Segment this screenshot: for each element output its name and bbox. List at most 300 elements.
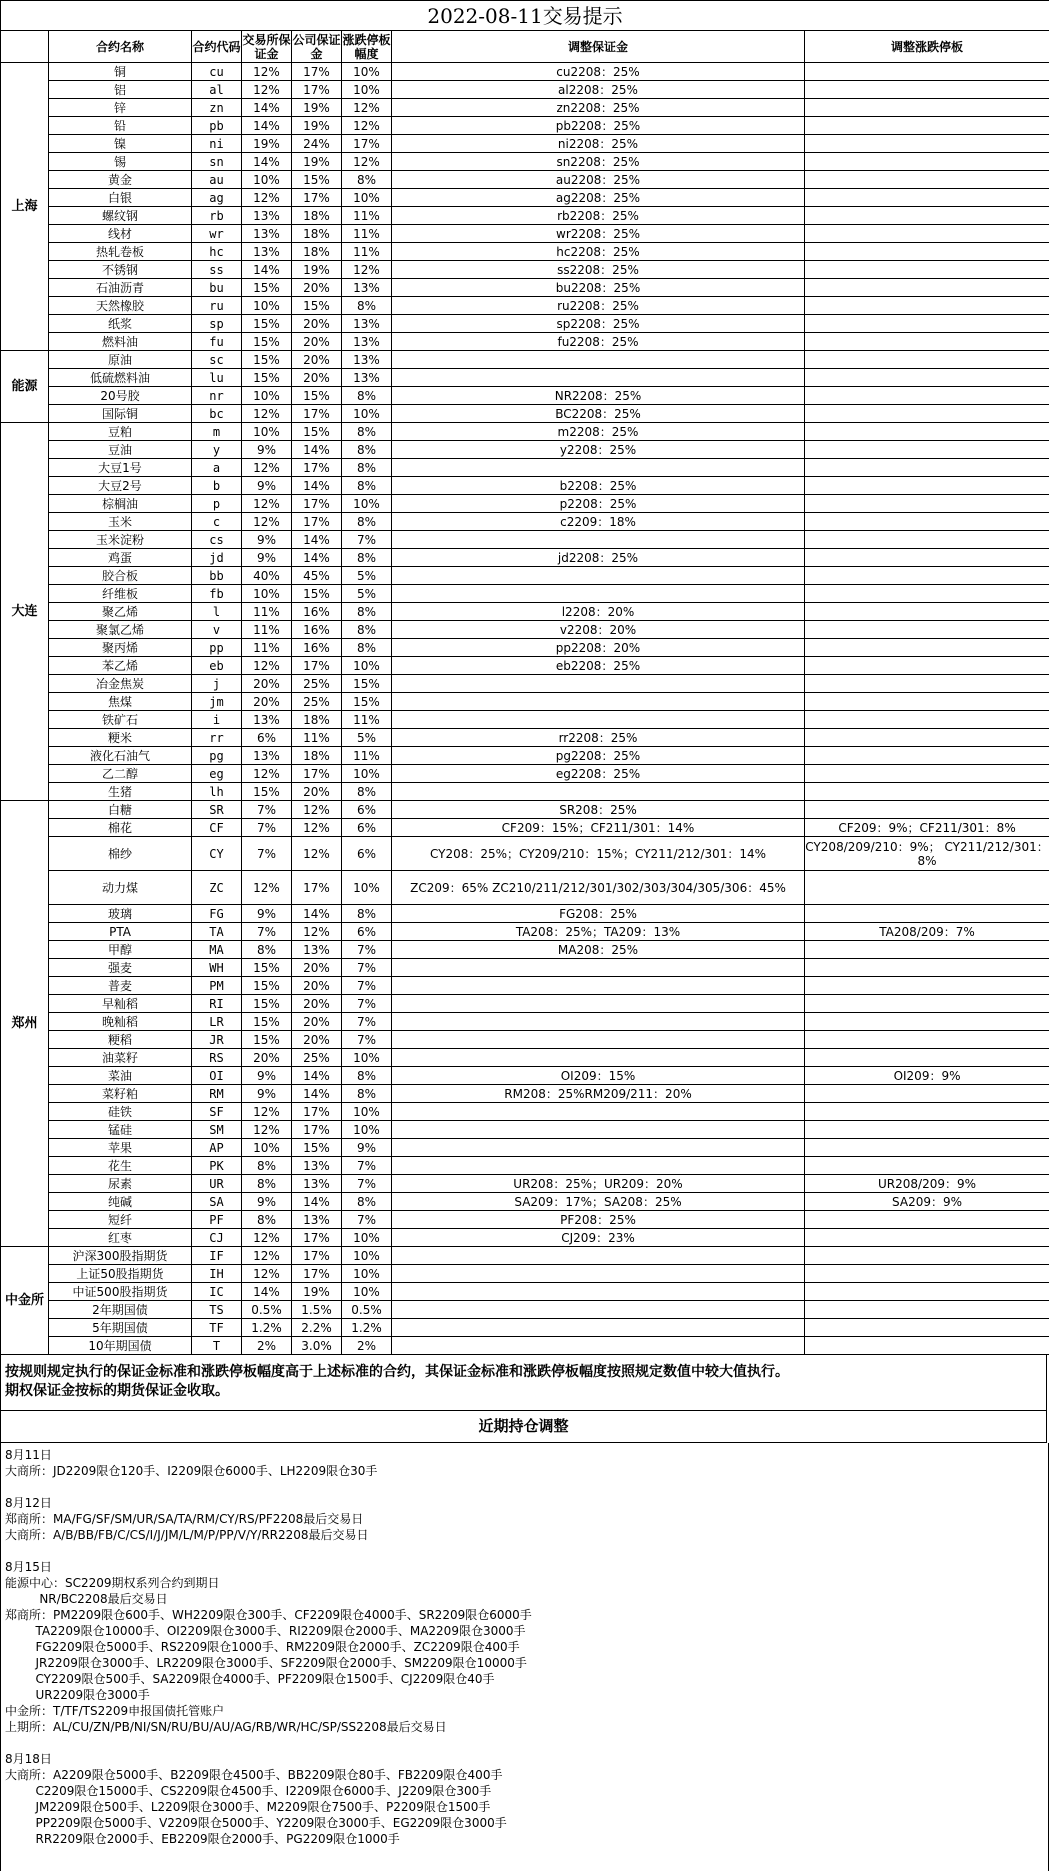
contract-name: 国际铜 — [49, 405, 192, 423]
adjusted-margin: FG208：25% — [392, 905, 805, 923]
company-margin: 14% — [292, 531, 342, 549]
table-row — [1, 171, 1049, 189]
table-row — [1, 995, 1049, 1013]
position-line: 上期所：AL/CU/ZN/PB/NI/SN/RU/BU/AU/AG/RB/WR/HC/SP/SS2208最后交易日 — [5, 1719, 1044, 1735]
adjusted-limit — [805, 441, 1049, 459]
table-row — [1, 639, 1049, 657]
adjusted-margin: eb2208：25% — [392, 657, 805, 675]
contract-code: ag — [192, 189, 242, 207]
table-row — [1, 387, 1049, 405]
contract-code: sp — [192, 315, 242, 333]
contract-name: 不锈钢 — [49, 261, 192, 279]
limit-range: 8% — [342, 423, 392, 441]
header-limit: 涨跌停板幅度 — [342, 31, 392, 63]
adjusted-margin — [392, 1139, 805, 1157]
limit-range: 8% — [342, 387, 392, 405]
contract-name: PTA — [49, 923, 192, 941]
company-margin: 19% — [292, 117, 342, 135]
contract-name: 纸浆 — [49, 315, 192, 333]
header-contract-code: 合约代码 — [192, 31, 242, 63]
limit-range: 12% — [342, 153, 392, 171]
contract-name: 强麦 — [49, 959, 192, 977]
contract-name: 铅 — [49, 117, 192, 135]
position-line: 中金所：T/TF/TS2209申报国债托管账户 — [5, 1703, 1044, 1719]
position-line: 郑商所：MA/FG/SF/SM/UR/SA/TA/RM/CY/RS/PF2208最后交易日 — [5, 1511, 1044, 1527]
position-line: CY2209限仓500手、SA2209限仓4000手、PF2209限仓1500手、CJ2209限仓40手 — [5, 1671, 1044, 1687]
contract-code: pp — [192, 639, 242, 657]
limit-range: 8% — [342, 1085, 392, 1103]
adjusted-limit — [805, 477, 1049, 495]
table-row — [1, 1085, 1049, 1103]
company-margin: 18% — [292, 207, 342, 225]
adjusted-limit — [805, 747, 1049, 765]
adjusted-limit — [805, 63, 1049, 81]
adjusted-limit — [805, 279, 1049, 297]
contract-name: 线材 — [49, 225, 192, 243]
limit-range: 10% — [342, 63, 392, 81]
contract-code: ni — [192, 135, 242, 153]
company-margin: 18% — [292, 243, 342, 261]
contract-name: 乙二醇 — [49, 765, 192, 783]
table-row — [1, 693, 1049, 711]
table-row — [1, 1157, 1049, 1175]
exchange-margin: 2% — [242, 1337, 292, 1355]
contract-name: 尿素 — [49, 1175, 192, 1193]
contract-name: 上证50股指期货 — [49, 1265, 192, 1283]
adjusted-margin — [392, 1319, 805, 1337]
contract-code: jd — [192, 549, 242, 567]
contract-code: sc — [192, 351, 242, 369]
contract-code: IC — [192, 1283, 242, 1301]
exchange-margin: 14% — [242, 153, 292, 171]
adjusted-limit — [805, 977, 1049, 995]
adjusted-margin: eg2208：25% — [392, 765, 805, 783]
adjusted-limit — [805, 261, 1049, 279]
table-row — [1, 477, 1049, 495]
table-row — [1, 621, 1049, 639]
table-row — [1, 99, 1049, 117]
exchange-margin: 7% — [242, 801, 292, 819]
contract-code: rr — [192, 729, 242, 747]
contract-code: FG — [192, 905, 242, 923]
company-margin: 16% — [292, 639, 342, 657]
company-margin: 2.2% — [292, 1319, 342, 1337]
header-adjusted-limit: 调整涨跌停板 — [805, 31, 1049, 63]
adjusted-margin: l2208：20% — [392, 603, 805, 621]
adjusted-margin: BC2208：25% — [392, 405, 805, 423]
table-row — [1, 675, 1049, 693]
contract-name: 5年期国债 — [49, 1319, 192, 1337]
limit-range: 9% — [342, 1139, 392, 1157]
company-margin: 15% — [292, 171, 342, 189]
contract-code: LR — [192, 1013, 242, 1031]
limit-range: 10% — [342, 871, 392, 905]
contract-code: bu — [192, 279, 242, 297]
table-row — [1, 1031, 1049, 1049]
adjusted-margin — [392, 585, 805, 603]
limit-range: 12% — [342, 99, 392, 117]
adjusted-limit — [805, 99, 1049, 117]
adjusted-limit — [805, 459, 1049, 477]
adjusted-limit — [805, 1103, 1049, 1121]
exchange-margin: 11% — [242, 621, 292, 639]
exchange-margin: 9% — [242, 1085, 292, 1103]
company-margin: 14% — [292, 905, 342, 923]
contract-name: 棉花 — [49, 819, 192, 837]
company-margin: 17% — [292, 765, 342, 783]
header-exchange-margin: 交易所保证金 — [242, 31, 292, 63]
adjusted-margin: RM208：25%RM209/211：20% — [392, 1085, 805, 1103]
company-margin: 12% — [292, 837, 342, 871]
adjusted-margin: fu2208：25% — [392, 333, 805, 351]
exchange-margin: 13% — [242, 225, 292, 243]
adjusted-limit — [805, 549, 1049, 567]
limit-range: 8% — [342, 1193, 392, 1211]
contract-code: j — [192, 675, 242, 693]
table-row — [1, 1337, 1049, 1355]
adjusted-limit — [805, 871, 1049, 905]
position-line: PP2209限仓5000手、V2209限仓5000手、Y2209限仓3000手、EG2209限仓3000手 — [5, 1815, 1044, 1831]
contract-code: v — [192, 621, 242, 639]
adjusted-margin: OI209：15% — [392, 1067, 805, 1085]
contract-code: c — [192, 513, 242, 531]
table-row — [1, 531, 1049, 549]
adjusted-margin — [392, 1283, 805, 1301]
table-row — [1, 657, 1049, 675]
company-margin: 12% — [292, 923, 342, 941]
position-line: FG2209限仓5000手、RS2209限仓1000手、RM2209限仓2000手、ZC2209限仓400手 — [5, 1639, 1044, 1655]
limit-range: 13% — [342, 351, 392, 369]
adjusted-limit — [805, 369, 1049, 387]
position-line: C2209限仓15000手、CS2209限仓4500手、I2209限仓6000手、J2209限仓300手 — [5, 1783, 1044, 1799]
contract-name: 棉纱 — [49, 837, 192, 871]
table-row — [1, 1067, 1049, 1085]
contract-name: 甲醇 — [49, 941, 192, 959]
limit-range: 11% — [342, 207, 392, 225]
company-margin: 25% — [292, 1049, 342, 1067]
contract-code: hc — [192, 243, 242, 261]
adjusted-margin: ni2208：25% — [392, 135, 805, 153]
table-row — [1, 747, 1049, 765]
adjusted-margin — [392, 1049, 805, 1067]
limit-range: 8% — [342, 621, 392, 639]
adjusted-limit — [805, 1337, 1049, 1355]
contract-code: SM — [192, 1121, 242, 1139]
exchange-margin: 10% — [242, 297, 292, 315]
contract-code: rb — [192, 207, 242, 225]
adjusted-limit — [805, 423, 1049, 441]
exchange-margin: 13% — [242, 207, 292, 225]
adjusted-margin: UR208：25%；UR209：20% — [392, 1175, 805, 1193]
adjusted-margin — [392, 1265, 805, 1283]
table-row — [1, 153, 1049, 171]
adjusted-limit — [805, 765, 1049, 783]
rules-note — [0, 1355, 1047, 1411]
adjusted-margin: p2208：25% — [392, 495, 805, 513]
table-row — [1, 315, 1049, 333]
company-margin: 17% — [292, 459, 342, 477]
adjusted-margin: ru2208：25% — [392, 297, 805, 315]
adjusted-margin: al2208：25% — [392, 81, 805, 99]
table-row — [1, 1265, 1049, 1283]
exchange-margin: 15% — [242, 279, 292, 297]
adjusted-margin: NR2208：25% — [392, 387, 805, 405]
limit-range: 6% — [342, 801, 392, 819]
limit-range: 12% — [342, 117, 392, 135]
adjusted-margin: ag2208：25% — [392, 189, 805, 207]
exchange-margin: 8% — [242, 1157, 292, 1175]
adjusted-margin — [392, 783, 805, 801]
contract-name: 花生 — [49, 1157, 192, 1175]
limit-range: 17% — [342, 135, 392, 153]
adjusted-margin: SR208：25% — [392, 801, 805, 819]
company-margin: 12% — [292, 819, 342, 837]
limit-range: 5% — [342, 567, 392, 585]
adjusted-margin: rb2208：25% — [392, 207, 805, 225]
adjusted-limit — [805, 585, 1049, 603]
exchange-margin: 13% — [242, 243, 292, 261]
adjusted-margin: pb2208：25% — [392, 117, 805, 135]
limit-range: 15% — [342, 675, 392, 693]
contract-code: PF — [192, 1211, 242, 1229]
company-margin: 14% — [292, 1193, 342, 1211]
exchange-margin: 12% — [242, 513, 292, 531]
exchange-margin: 7% — [242, 819, 292, 837]
exchange-name: 郑州 — [1, 801, 49, 1247]
company-margin: 20% — [292, 333, 342, 351]
table-row — [1, 1139, 1049, 1157]
adjusted-margin — [392, 959, 805, 977]
company-margin: 20% — [292, 369, 342, 387]
limit-range: 10% — [342, 657, 392, 675]
exchange-margin: 8% — [242, 1211, 292, 1229]
adjusted-limit — [805, 1121, 1049, 1139]
contract-code: cs — [192, 531, 242, 549]
contract-code: TA — [192, 923, 242, 941]
table-row — [1, 941, 1049, 959]
adjusted-margin — [392, 531, 805, 549]
exchange-margin: 12% — [242, 871, 292, 905]
adjusted-margin: bu2208：25% — [392, 279, 805, 297]
company-margin: 3.0% — [292, 1337, 342, 1355]
adjusted-limit — [805, 495, 1049, 513]
adjusted-limit: UR208/209：9% — [805, 1175, 1049, 1193]
exchange-margin: 12% — [242, 63, 292, 81]
limit-range: 10% — [342, 1103, 392, 1121]
adjusted-margin: b2208：25% — [392, 477, 805, 495]
contract-name: 大豆2号 — [49, 477, 192, 495]
exchange-margin: 15% — [242, 351, 292, 369]
exchange-margin: 15% — [242, 1031, 292, 1049]
contract-code: SR — [192, 801, 242, 819]
adjusted-margin: wr2208：25% — [392, 225, 805, 243]
position-group — [5, 1495, 1044, 1543]
contract-code: y — [192, 441, 242, 459]
header-company-margin: 公司保证金 — [292, 31, 342, 63]
limit-range: 8% — [342, 297, 392, 315]
company-margin: 19% — [292, 99, 342, 117]
company-margin: 14% — [292, 549, 342, 567]
table-row — [1, 819, 1049, 837]
contract-code: RM — [192, 1085, 242, 1103]
contract-name: 2年期国债 — [49, 1301, 192, 1319]
company-margin: 13% — [292, 1157, 342, 1175]
contract-name: 粳稻 — [49, 1031, 192, 1049]
company-margin: 19% — [292, 153, 342, 171]
limit-range: 7% — [342, 1211, 392, 1229]
adjusted-limit — [805, 531, 1049, 549]
exchange-name: 中金所 — [1, 1247, 49, 1355]
adjusted-limit — [805, 171, 1049, 189]
limit-range: 8% — [342, 639, 392, 657]
adjusted-limit — [805, 333, 1049, 351]
exchange-margin: 20% — [242, 1049, 292, 1067]
contract-name: 豆油 — [49, 441, 192, 459]
company-margin: 13% — [292, 941, 342, 959]
adjusted-margin — [392, 567, 805, 585]
position-group — [5, 1447, 1044, 1479]
contract-name: 苯乙烯 — [49, 657, 192, 675]
contract-name: 锡 — [49, 153, 192, 171]
position-date: 8月11日 — [5, 1447, 1044, 1463]
exchange-margin: 12% — [242, 1247, 292, 1265]
contract-code: IH — [192, 1265, 242, 1283]
contract-name: 液化石油气 — [49, 747, 192, 765]
limit-range: 10% — [342, 1229, 392, 1247]
adjusted-margin: hc2208：25% — [392, 243, 805, 261]
limit-range: 7% — [342, 959, 392, 977]
table-row — [1, 459, 1049, 477]
contract-code: fb — [192, 585, 242, 603]
contract-code: ru — [192, 297, 242, 315]
adjusted-limit — [805, 351, 1049, 369]
limit-range: 8% — [342, 783, 392, 801]
contract-code: pg — [192, 747, 242, 765]
contract-code: bc — [192, 405, 242, 423]
contract-code: p — [192, 495, 242, 513]
company-margin: 17% — [292, 63, 342, 81]
limit-range: 7% — [342, 531, 392, 549]
adjusted-limit — [805, 995, 1049, 1013]
exchange-margin: 6% — [242, 729, 292, 747]
table-row — [1, 1283, 1049, 1301]
adjusted-limit — [805, 243, 1049, 261]
position-section-title: 近期持仓调整 — [0, 1411, 1047, 1443]
table-row — [1, 117, 1049, 135]
contract-name: 10年期国债 — [49, 1337, 192, 1355]
contract-name: 铁矿石 — [49, 711, 192, 729]
adjusted-margin: pg2208：25% — [392, 747, 805, 765]
adjusted-limit — [805, 783, 1049, 801]
contract-name: 早籼稻 — [49, 995, 192, 1013]
contract-name: 硅铁 — [49, 1103, 192, 1121]
adjusted-margin — [392, 977, 805, 995]
table-row — [1, 801, 1049, 819]
limit-range: 10% — [342, 1265, 392, 1283]
exchange-margin: 15% — [242, 1013, 292, 1031]
contract-name: 纯碱 — [49, 1193, 192, 1211]
contract-code: al — [192, 81, 242, 99]
table-row — [1, 837, 1049, 871]
exchange-margin: 14% — [242, 1283, 292, 1301]
exchange-margin: 15% — [242, 315, 292, 333]
contract-name: 红枣 — [49, 1229, 192, 1247]
table-row — [1, 977, 1049, 995]
company-margin: 19% — [292, 261, 342, 279]
company-margin: 1.5% — [292, 1301, 342, 1319]
contract-code: UR — [192, 1175, 242, 1193]
contract-name: 镍 — [49, 135, 192, 153]
contract-name: 胶合板 — [49, 567, 192, 585]
company-margin: 25% — [292, 675, 342, 693]
contract-code: nr — [192, 387, 242, 405]
limit-range: 12% — [342, 261, 392, 279]
contract-code: pb — [192, 117, 242, 135]
adjusted-limit — [805, 405, 1049, 423]
limit-range: 10% — [342, 1121, 392, 1139]
limit-range: 10% — [342, 81, 392, 99]
company-margin: 20% — [292, 351, 342, 369]
adjusted-limit: OI209：9% — [805, 1067, 1049, 1085]
table-row — [1, 1319, 1049, 1337]
limit-range: 13% — [342, 315, 392, 333]
contract-name: 白糖 — [49, 801, 192, 819]
note-line: 按规则规定执行的保证金标准和涨跌停板幅度高于上述标准的合约，其保证金标准和涨跌停板幅度按照规定数值中较大值执行。 — [5, 1363, 1042, 1382]
company-margin: 20% — [292, 315, 342, 333]
exchange-margin: 12% — [242, 81, 292, 99]
adjusted-limit — [805, 603, 1049, 621]
adjusted-margin — [392, 1301, 805, 1319]
contract-name: 油菜籽 — [49, 1049, 192, 1067]
exchange-margin: 19% — [242, 135, 292, 153]
contract-code: a — [192, 459, 242, 477]
adjusted-margin: CJ209：23% — [392, 1229, 805, 1247]
table-row — [1, 225, 1049, 243]
adjusted-margin: zn2208：25% — [392, 99, 805, 117]
limit-range: 10% — [342, 189, 392, 207]
contract-code: SF — [192, 1103, 242, 1121]
adjusted-limit — [805, 297, 1049, 315]
exchange-margin: 12% — [242, 1121, 292, 1139]
exchange-margin: 13% — [242, 711, 292, 729]
table-row — [1, 783, 1049, 801]
adjusted-margin — [392, 369, 805, 387]
company-margin: 14% — [292, 1067, 342, 1085]
exchange-name: 大连 — [1, 423, 49, 801]
exchange-margin: 9% — [242, 531, 292, 549]
company-margin: 17% — [292, 1121, 342, 1139]
contract-name: 玉米淀粉 — [49, 531, 192, 549]
company-margin: 17% — [292, 1247, 342, 1265]
limit-range: 11% — [342, 225, 392, 243]
adjusted-limit — [805, 513, 1049, 531]
contract-name: 聚氯乙烯 — [49, 621, 192, 639]
table-row — [1, 369, 1049, 387]
limit-range: 7% — [342, 977, 392, 995]
limit-range: 7% — [342, 1175, 392, 1193]
contract-name: 螺纹钢 — [49, 207, 192, 225]
exchange-margin: 40% — [242, 567, 292, 585]
exchange-name: 能源 — [1, 351, 49, 423]
contract-code: eb — [192, 657, 242, 675]
adjusted-limit — [805, 959, 1049, 977]
position-line: TA2209限仓10000手、OI2209限仓3000手、RI2209限仓2000手、MA2209限仓3000手 — [5, 1623, 1044, 1639]
contract-name: 菜籽粕 — [49, 1085, 192, 1103]
exchange-margin: 15% — [242, 333, 292, 351]
position-line: 郑商所：PM2209限仓600手、WH2209限仓300手、CF2209限仓4000手、SR2209限仓6000手 — [5, 1607, 1044, 1623]
exchange-margin: 14% — [242, 117, 292, 135]
position-date: 8月18日 — [5, 1751, 1044, 1767]
